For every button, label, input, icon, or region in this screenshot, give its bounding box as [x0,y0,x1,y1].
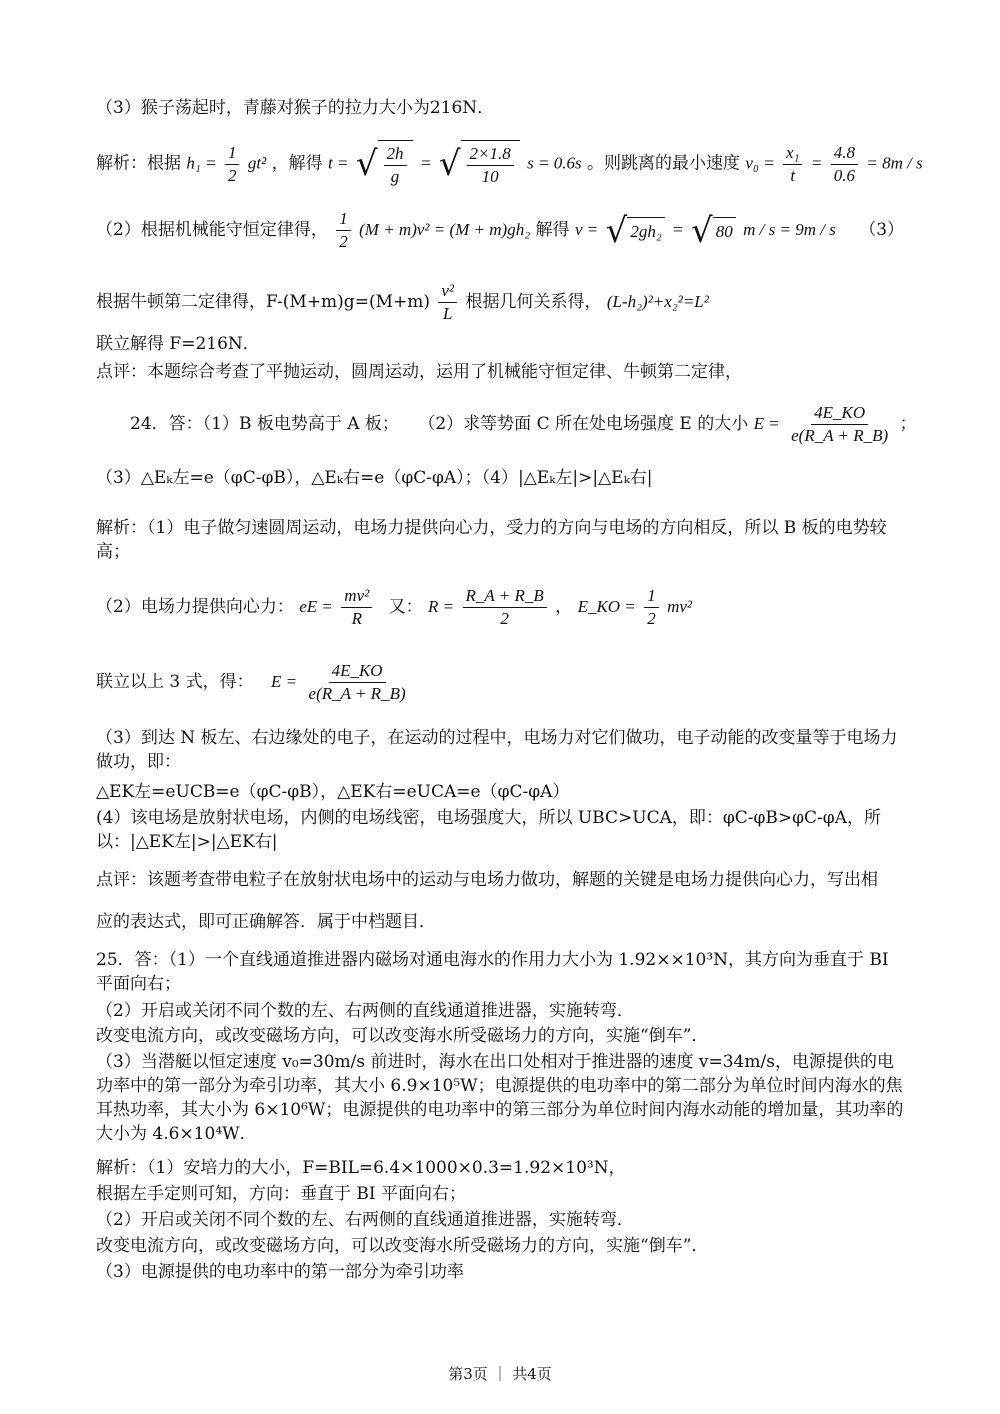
q24-analysis-3: （3）到达 N 板左、右边缘处的电子，在运动的过程中，电场力对它们做功，电子动能的改变量等于电场力做功，即： [96,728,898,772]
analysis-jump-line: 解析：根据 h₁ = $\frac{1}{2}$ gt² ，解得 t = √ $\frac{2h}{g}$ = √ $\frac{2\times 1.8}{10}$ s = 0.6s 。则跳离的最小速度 v₀ = $\frac{\text{x₁}}{t}$ = $\frac{4.8}{0.6}$ = 8m / s [96,140,910,188]
q25-analysis-1: 解析：（1）安培力的大小，F=BIL=6.4×1000×0.3=1.92×10³N， [96,1158,626,1178]
newton-law-line: 根据牛顿第二定律得，F-(M+m)g=(M+m) $\frac{\text{v²}}{L}$ 根据几何关系得， (L-h₂)²+x₂²=L² [96,281,709,323]
q25-analysis-2: （2）开启或关闭不同个数的左、右两侧的直线通道推进器，实施转弯． [96,1210,634,1230]
q25-analysis-3: （3）电源提供的电功率中的第一部分为牵引功率 [96,1262,464,1282]
page-footer [0,1363,1000,1384]
q24-analysis-1: 解析：（1）电子做匀速圆周运动，电场力提供向心力，受力的方向与电场的方向相反，所以 B 板的电势较高； [96,518,887,562]
fraction-half: $\frac{1}{2}$ [225,142,240,187]
q24-comment-1: 点评：该题考查带电粒子在放射状电场中的运动与电场力做功，解题的关键是电场力提供向心力，写出相 [96,870,878,890]
answer-3-line: （3）猴子荡起时，青藤对猴子的拉力大小为216N． [96,98,495,118]
q24-analysis-3-eq: △EK左=eUCB=e（φC-φB），△EK右=eUCA=e（φC-φA） [96,782,570,802]
energy-conservation-line: （2）根据机械能守恒定律得， $\frac{1}{2}$ (M + m)v² = (M + m)gh₂ 解得 v = √ 2gh₂ = √ 80 m / s = 9m / s （3） [96,209,905,251]
q24-answer-line: 24．答：（1）B 板电势高于 A 板； （2）求等势面 C 所在处电场强度 E 的大小 E = $\frac{4E\_KO}{e(R\_A + R\_B)}$ ； [130,403,917,445]
q24-analysis-4: (4）该电场是放射状电场，内侧的电场线密，电场强度大，所以 UBC>UCA，即：φC-φB>φC-φA，所以：|△EK左|>|△EK右| [96,808,881,852]
q24-answer-3-4-line: （3）△Eₖ左=e（φC-φB），△Eₖ右=e（φC-φA）；（4）|△Eₖ左|>|△Eₖ右| [96,468,653,488]
q25-answer-1: 25．答：（1）一个直线通道推进器内磁场对通电海水的作用力大小为 1.92××10³N，其方向为垂直于 BI 平面向右； [96,950,889,994]
q25-analysis-1b: 根据左手定则可知，方向：垂直于 BI 平面向右； [96,1184,467,1204]
q25-analysis-2b: 改变电流方向，或改变磁场方向，可以改变海水所受磁场力的方向，实施“倒车”． [96,1236,709,1256]
q25-answer-2b: 改变电流方向，或改变磁场方向，可以改变海水所受磁场力的方向，实施“倒车”． [96,1026,709,1046]
q24-combined-line: 联立以上 3 式，得： E = $\frac{4E\_KO}{e(R\_A + R\_B)}$ [96,661,406,703]
page-number: 第3页 ｜ 共4页 [448,1365,552,1383]
result-F-line: 联立解得 F=216N． [96,334,260,354]
q25-answer-3: （3）当潜艇以恒定速度 v₀=30m/s 前进时，海水在出口处相对于推进器的速度 v=34m/s，电源提供的电功率中的第一部分为牵引功率，其大小 6.9×10⁵W；电源提供的电功率中的第二部分为单位时间内海水的焦耳热功率，其大小为 6×10⁶W；电源提供的电功率中的第三部分为单位时间内海水动能的增加量，其功率的大小为 4.6×10⁴W． [96,1052,904,1144]
sqrt-2h-over-g: √ $\frac{2h}{g}$ [356,140,413,188]
q24-comment-2: 应的表达式，即可正确解答．属于中档题目． [96,912,436,932]
comment-line: 点评：本题综合考查了平抛运动，圆周运动，运用了机械能守恒定律、牛顿第二定律， [96,362,742,382]
q24-analysis-2: （2）电场力提供向心力： eE = $\frac{\text{mv²}}{R}$ 又： R = $\frac{R\_A + R\_B}{2}$ ， E_KO = $\frac{1}{2}$ mv² [96,586,693,628]
q25-answer-2: （2）开启或关闭不同个数的左、右两侧的直线通道推进器，实施转弯． [96,1001,634,1021]
sqrt-numeric: √ $\frac{2\times 1.8}{10}$ [439,140,520,188]
